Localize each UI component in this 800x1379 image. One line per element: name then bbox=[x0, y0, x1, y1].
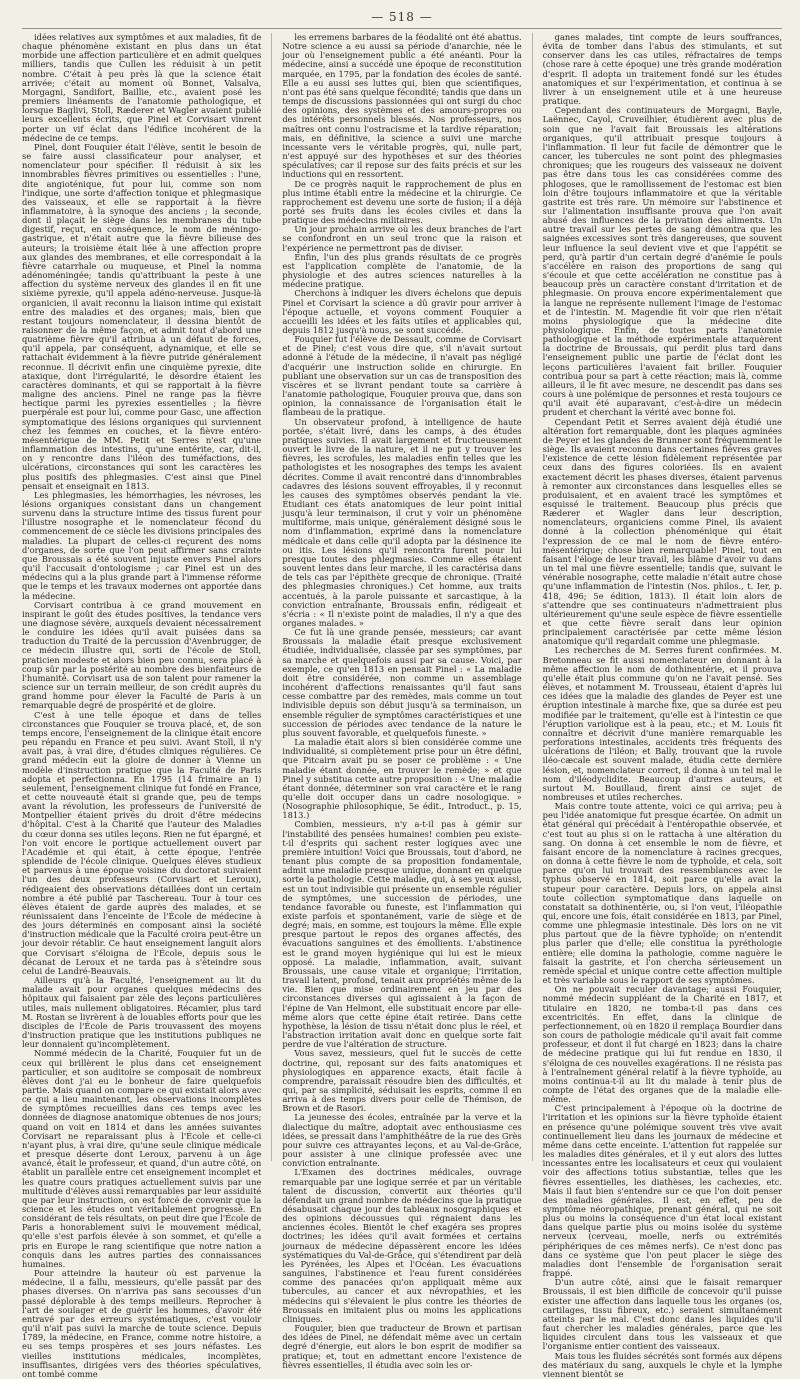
column-middle bbox=[282, 32, 522, 1370]
paragraph: Un jour prochain arrive où les deux branches de l'art se confondront en un seul tronc que la raison et l'expérience ne permettront pas de diviser. bbox=[282, 224, 522, 253]
paragraph: Ce fut là une grande pensée, messieurs; car avant Broussais la maladie était presque exclusivement étudiée, individualisée, classée par ses symptômes, par sa marche et quelquefois aussi par sa cause. Voici, par exemple, ce qu'en 1813 en pensait Pinel : « La maladie doit être considérée, non comme un assemblage incohérent d'affections renaissantes qu'il faut sans cesse combattre par des remèdes, mais comme un tout indivisible depuis son début jusqu'à sa terminaison, un ensemble régulier de symptômes caractéristiques et une succession de périodes avec tendance de la nature le plus souvent favorable, et quelquefois funeste. » bbox=[282, 627, 522, 738]
paragraph: Corvisart contribua à ce grand mouvement en inspirant le goût des études positives, la tendance vers une diagnose sévère, auxquels devaient nécessairement le conduire les idées qu'il avait puisées dans sa traduction du Traité de la percussion d'Avenbrugger, de ce médecin illustre qui, sorti de l'école de Stoll, praticien modeste et alors bien peu connu, sera placé à coup sûr par la postérité au nombre des bienfaiteurs de l'humanité. Corvisart usa de son talent pour ramener la science sur un terrain meilleur, de son crédit auprès du grand homme pour élever la Faculté de Paris à un remarquable degré de prospérité et de gloire. bbox=[22, 599, 262, 711]
page-number: — 518 — bbox=[371, 10, 433, 24]
paragraph: Ailleurs qu'à la Faculté, l'enseignement au lit du malade avait pour organes quelques médecins des hôpitaux qui faisaient par zèle des leçons particulières utiles, mais nullement obligatoires. Récamier, plus tard M. Rostan se livrèrent à de louables efforts pour que les disciples de l'École de Paris trouvassent des moyens d'instruction pratique que les institutions publiques ne leur donnaient qu'incomplètement. bbox=[22, 975, 262, 1050]
paragraph: La jeunesse des écoles, entraînée par la verve et la dialectique du maître, adoptait avec enthousiasme ces idées, se pressait dans l'amphithéâtre de la rue des Grès pour suivre ces attrayantes leçons, et au Val-de-Grâce, pour assister à une clinique professée avec une conviction entraînante. bbox=[282, 1112, 522, 1169]
paragraph: Un observateur profond, à intelligence de haute portée, s'était livré, dans les camps, à des études pratiques suivies. Il avait largement et fructueusement ouvert le livre de la nature, et il ne put y trouver les fièvres, les scrofules, les maladies enfin telles que les pathologistes et les nosographes des temps les avaient décrites. Comme il avait rencontré dans d'innombrables cadavres des lésions souvent effroyables, il y reconnut les causes des symptômes observés pendant la vie. Étudiant ces états anatomiques de leur point initial jusqu'à leur terminaison, il crut y voir un phénomène multiforme, mais unique, généralement désigné sous le nom d'inflammation, exprimé dans la nomenclature médicale et dans celle qu'il adopta par la désinence ite ou itis. Les lésions qu'il rencontra furent pour lui presque toutes des phlegmasies. Comme elles étaient souvent lentes dans leur marche, il les caractérisa dans de tels cas par l'épithète grecque de chronique. (Traité des phlegmasies chroniques.) Cet homme, aux traits accentués, à la parole puissante et sarcastique, à la conviction entraînante, Broussais enfin, rédigeait et s'écria : « Il n'existe point de maladies, il n'y a que des organes malades. » bbox=[282, 416, 522, 628]
paragraph: D'un autre côté, ainsi que le faisait remarquer Broussais, il est bien difficile de concevoir qu'il puisse exister une affection dans laquelle tous les organes (os, cartilages, tissu fibreux, etc.) seraient simultanément atteints par le mal. C'est donc dans les liquides qu'il faut chercher les maladies générales, parce que les liquides circulent dans tous les vaisseaux et que l'organisme entier contient des vaisseaux. bbox=[542, 1277, 782, 1352]
paragraph: idées relatives aux symptômes et aux maladies, fit de chaque phénomène existant en plus dans un état morbide une affection particulière et en admit quelques milliers, tandis que Cullen les réduisit à un petit nombre. C'était à peu près là que la science était arrivée; c'était au moment où Bonnet, Valsalva, Morgagni, Sandifort, Baillie, etc., avaient posé les premiers linéaments de l'anatomie pathologique, et lorsque Baglivi, Stoll, Ræderer et Wagler avaient publié leurs excellents écrits, que Pinel et Corvisart vinrent porter un vif éclat dans l'édifice incohérent de la médecine de ce temps. bbox=[22, 32, 262, 143]
paragraph: Combien, messieurs, n'y a-t-il pas à gémir sur l'instabilité des pensées humaines! combien peu existe-t-il d'esprits qui sachent rester logiques avec une première intuition! Voici que Broussais, tout d'abord, ne tenant plus compte de sa proposition fondamentale, admit une maladie presque unique, donnant en quelque sorte la pathologie. Cette maladie, qui, à ses yeux aussi, est un tout indivisible qui présente un ensemble régulier de symptômes, une succession de périodes, une tendance favorable ou funeste, est l'inflammation qui existe parfois et spontanément, varie de siège et de degré; mais, en somme, est toujours la même. Elle expie presque partout le repos des organes affectés, des évacuations sanguines et des émollients. L'abstinence est le grand moyen hygiénique qui lui est le mieux opposé. La maladie, inflammation, avait, suivant Broussais, une cause vitale et organique; l'irritation, travail latent, profond, tenait aux propriétés même de la vie. Bien que mise ordinairement en jeu par des circonstances diverses qui agissaient à la façon de l'épine de Van Helmont, elle substituait encore par elle-même alors que cette épine était retirée. Dans cette hypothèse, la lésion de tissu n'était donc plus le réel, et l'abstraction irritation avait donc en quelque sorte fait perdre de vue l'altération de structure. bbox=[282, 819, 522, 1050]
paragraph: Pour atteindre la hauteur où est parvenue la médecine, il a fallu, messieurs, qu'elle passât par des phases diverses. On n'arriva pas sans secousses d'un passé déplorable à des temps meilleurs. Reprocher à l'art de soulager et de guérir les hommes, d'avoir été entravé par des erreurs systématiques, c'est vouloir qu'il n'ait pas suivi la marche de toute science. Depuis 1789, la médecine, en France, comme notre histoire, a eu ses temps prospères et ses jours néfastes. Les vieilles institutions médicales, incomplètes, insuffisantes, dirigées vers des théories spéculatives, ont tombé comme bbox=[22, 1268, 262, 1379]
paragraph: Cependant Petit et Serres avaient déjà étudié une altération fort remarquable, dont les plaques agminées de Peyer et les glandes de Brunner sont fréquemment le siège. Ils avaient reconnu dans certaines fièvres graves l'existence de cette lésion fidèlement représentée par ceux dans des figures coloriées. Ils en avaient exactement décrit les phases diverses, étaient parvenus à remonter aux circonstances dans lesquelles elles se produisaient, et en avaient tracé les symptômes et esquissé le traitement. Beaucoup plus précis que Ræderer et Wagler dans leur description, nomenclateurs, organiciens comme Pinel, ils avaient donné à la collection phénoménique qui était l'expression de ce mal le nom de fièvre entéro-mésentérique; chose bien remarquable! Pinel, tout en faisant l'éloge de leur travail, les blâme d'avoir vu dans un tel mal une fièvre essentielle; tandis que, suivant le vénérable nosographe, cette maladie n'était autre chose qu'une inflammation de l'intestin (Nos. philos., t. Ier, p. 418, 496; 5e édition, 1813). Il était loin alors de s'attendre que ses continuateurs n'admettraient plus ultérieurement qu'une seule espèce de fièvre essentielle et que cette fièvre serait dans leur opinion principalement caractérisée par cette même lésion anatomique qu'il regardait comme une phlegmasie. bbox=[542, 416, 782, 647]
paragraph: C'est à une telle époque et dans de telles circonstances que Fouquier se trouva placé, et, de son temps encore, l'enseignement de la clinique était encore peu répandu en France et peu suivi. Avant Stoll, il n'y avait pas, à vrai dire, d'études cliniques régulières. Ce grand médecin eut la gloire de donner à Vienne un modèle d'instruction pratique que la Faculté de Paris adopta et perfectionna. En 1795 (14 frimaire an I) seulement, l'enseignement clinique fut fondé en France, et cette nouveauté était si grande que, peu de temps avant la révolution, les professeurs de l'université de Montpellier étaient privés du droit d'être médecins d'hôpital. C'est à la Charité que l'auteur des Maladies du cœur donna ses utiles leçons. Rien ne fut épargné, et l'on voit encore le portique actuellement ouvert par l'Académie et qui était, à cette époque, l'entrée splendide de l'école clinique. Quelques élèves studieux et parvenus à une époque voisine du doctorat suivaient l'un des deux professeurs (Corvisart et Leroux), rédigeaient des observations détaillées dont un certain nombre a été publié par Taschereau. Tour à tour ces élèves étaient de garde auprès des malades, et se réunissaient dans l'enceinte de l'École de médecine à des jours déterminés en composant ainsi la société d'instruction médicale que la Faculté croira peut-être un jour devoir rétablir. Ce haut enseignement languit alors que Corvisart s'éloigna de l'École, depuis sous le décanat de Leroux et ne tarda pas à s'éteindre sous celui de Landré-Beauvais. bbox=[22, 709, 262, 976]
text-columns bbox=[22, 32, 782, 1379]
paragraph: Mais tous les fluides sécrétés sont formés aux dépens des matériaux du sang, auxquels le chyle et la lymphe viennent bientôt se bbox=[542, 1350, 782, 1379]
paragraph: Vous savez, messieurs, quel fut le succès de cette doctrine, qui, reposant sur des faits anatomiques et physiologiques en apparence exacts, était facile à comprendre, paraissait résoudre bien des difficultés, et qui, par sa simplicité, séduisait les esprits, comme il en arriva à des temps divers pour celle de Thémison, de Brown et de Rasori. bbox=[282, 1048, 522, 1114]
paragraph: Cependant des continuateurs de Morgagni, Bayle, Laënnec, Cayol, Cruveilhier, étudièrent avec plus de soin que ne l'avait fait Broussais les altérations organiques, qu'il attribuait presque toujours à l'inflammation. Il leur fut facile de démontrer que le cancer, les tubercules ne sont point des phlegmasies chroniques; que les rougeurs des vaisseaux ne doivent pas être dans tous les cas considérées comme des phlogoses, que le ramollissement de l'estomac est bien loin d'être toujours inflammatoire et que la véritable gastrite est très rare. Un mémoire sur l'abstinence et sur l'alimentation insuffisante prouva que l'on avait abusé des influences de la privation des aliments. Un autre travail sur les pertes de sang démontra que les saignées excessives sont très dangereuses, que souvent leur influence la seul devient vive et que l'appétit se perd, qu'à partir d'un certain degré d'anémie le pouls s'accélère en raison des proportions de sang qui s'écoule et que cette accélération ne constitue pas à beaucoup près un caractère constant d'irritation et de phlegmasie. On prouva encore expérimentalement que la langue ne représente nullement l'image de l'estomac et de l'intestin. M. Magendie fit voir que rien n'était moins physiologique que la médecine dite physiologique. Enfin, de toutes parts l'anatomie pathologique et la méthode expérimentale attaquèrent la doctrine de Broussais, qui perdit plus tard dans l'enseignement public une partie de l'éclat dont les leçons particulières l'avaient fait briller. Fouquier contribua pour sa part à cette réaction; mais là, comme ailleurs, il le fit avec mesure, ne descendit pas dans ses cours à une polémique de personnes et resta toujours ce qu'il avait été auparavant, c'est-à-dire un médecin prudent et cherchant la vérité avec bonne foi. bbox=[542, 105, 782, 418]
paragraph: ganes malades, tint compte de leurs souffrances, évita de tomber dans l'abus des stimulants, et sut conserver dans les cas utiles, réfractaires de temps (chose rare à cette époque) une très grande modération d'esprit. Il adopta un traitement fondé sur les études anatomiques et sur l'expérimentation, et continua à se livrer à un enseignement utile et à une heureuse pratique. bbox=[542, 32, 782, 107]
paragraph: Nommé médecin de la Charité, Fouquier fut un de ceux qui brillèrent le plus dans cet enseignement particulier, et son auditoire se composait de nombreux élèves dont j'ai eu le bonheur de faire quelquefois partie. Mais quand on compare ce qui existait alors avec ce qui a lieu maintenant, les observations incomplètes de symptômes recueillies dans ces temps avec les données de diagnose anatomique obtenues de nos jours; quand on voit en 1814 et dans les années suivantes Corvisart ne reparaissant plus à l'École et celle-ci n'ayant plus, à vrai dire, qu'une seule clinique médicale et presque déserte dont Leroux, parvenu à un âge avancé, était le professeur, et quand, d'un autre côté, on établit un parallèle entre cet enseignement incomplet et les quatre cours pratiques actuellement suivis par une multitude d'élèves aussi remarquables par leur assiduité que par leur instruction, on est forcé de convenir que la science et les études ont véritablement progressé. En considérant de tels résultats, on peut dire que l'École de Paris a honorablement suivi le mouvement médical, qu'elle s'est parfois élevée à son sommet, et qu'elle a pris en Europe le rang scientifique que notre nation a conquis dans les autres parties des connaissances humaines. bbox=[22, 1048, 262, 1269]
paragraph: Fouquier fut l'élève de Dessault, comme de Corvisart et de Pinel; c'est vous dire que, s'il n'avait surtout adonné à l'étude de la médecine, il n'avait pas négligé d'acquérir une instruction solide en chirurgie. En publiant une observation sur un cas de transposition des viscères et se livrant pendant toute sa carrière à l'anatomie pathologique, Fouquier prouva que, dans son opinion, la connaissance de l'organisation était le flambeau de la pratique. bbox=[282, 334, 522, 418]
column-right bbox=[542, 32, 782, 1379]
paragraph: Les recherches de M. Serres furent confirmées. M. Bretonneau se fit aussi nomenclateur en donnant à la même affection le nom de dothinentérie, et il prouva qu'elle était plus commune qu'on ne l'avait pensé. Ses élèves, et notamment M. Trousseau, étaient d'après lui ces idées que la maladie des glandes de Peyer est une éruption intestinale à marche fixe, que sa durée est peu modifiée par le traitement, qu'elle est à l'intestin ce que l'éruption variolique est à la peau, etc.; et M. Louis fit connaître et décrivit d'une manière remarquable les perforations intestinales, accidents très fréquents des ulcérations de l'iléon; et Bally, trouvant que la ruvole iléo-cæcale est souvent malade, étudia cette dernière lésion, et, nomenclateur correct, il donna à un tel mal le nom d'iléodyclidite. Beaucoup d'autres auteurs, et surtout M. Bouillaud, firent ainsi ce sujet de nombreuses et utiles recherches. bbox=[542, 645, 782, 802]
paragraph: La maladie était alors si bien considérée comme une individualité, si complètement prise pour un être défini, que Pitcairn avait pu se poser ce problème : « Une maladie étant donnée, en trouver le remède; » et que Pinel y substitua cette autre proposition : « Une maladie étant donnée, déterminer son vrai caractère et le rang qu'elle doit occuper dans un cadre nosologique. » (Nosographie philosophique, 5e édit., Introduct., p. 15, 1813.) bbox=[282, 737, 522, 821]
paragraph: Cherchons à indiquer les divers échelons que depuis Pinel et Corvisart la science a dû gravir pour arriver à l'époque actuelle, et voyons comment Fouquier a accueilli les idées et les faits utiles et applicables qui, depuis 1812 jusqu'à nous, se sont succédé. bbox=[282, 288, 522, 335]
column-left bbox=[22, 32, 262, 1379]
paragraph: Les phlegmasies, les hémorrhagies, les névroses, les lésions organiques consistant dans un changement survenu dans la structure intime des tissus furent pour l'illustre nosographe et le nomenclateur fécond du commencement de ce siècle les divisions principales des maladies. La plupart de celles-ci reçurent des noms d'organes, de sorte que l'on peut affirmer sans crainte que Broussais a été souvent injuste envers Pinel alors qu'il l'accusait d'ontologisme ; car Pinel est un des médecins qui a la plus grande part à l'immense réforme que le temps et les travaux modernes ont apportée dans la médecine. bbox=[22, 489, 262, 601]
page-header bbox=[22, 6, 782, 29]
paragraph: On ne pouvait reculer davantage; aussi Fouquier, nommé médecin suppléant de la Charité en 1817, et titulaire en 1820, ne tomba-t-il pas dans ces excentricités. En effet, dans la clinique de perfectionnement, où en 1820 il remplaça Bourdier dans son cours de pathologie médicale qu'il avait fait comme professeur, et dont il fut chargé en 1823; dans la chaire de médecine pratique qui lui fut rendue en 1830, il s'éloigna de ces nouvelles exagérations. Il ne résista pas à l'entraînement général relatif à la fièvre typhoïde, au moins continua-t-il au lit du malade à tenir plus de compte de l'état des organes que de la maladie elle-même. bbox=[542, 984, 782, 1105]
column-divider bbox=[532, 33, 533, 1161]
paragraph: L'Examen des doctrines médicales, ouvrage remarquable par une logique serrée et par un véritable talent de discussion, convertit aux théories qu'il défendait un grand nombre de médecins que la pratique désabusait chaque jour des tableaux nosographiques et des opinions découssues qui régnaient dans les anciennes écoles. Bientôt le chef exagéra ses propres doctrines; les idées qu'il avait formées et certains journaux de médecine dépassèrent encore les idées systématiques du Val-de-Grâce, qui s'étendirent par delà les Pyrénées, les Alpes et l'Océan. Les évacuations sanguines, l'abstinence et l'eau furent considérées comme des panacées qu'on appliquait même aux tubercules, au cancer et aux névropathies, et les médecins qui s'élevaient le plus contre les théories de Broussais en imitaient plus ou moins les applications cliniques. bbox=[282, 1167, 522, 1324]
column-divider bbox=[271, 33, 272, 1161]
paragraph: les erremens barbares de la féodalité ont été abattus. Notre science a eu aussi sa période d'anarchie, née le jour où l'enseignement public a été anéanti. Pour la médecine, ainsi a succédé une époque de reconstitution marquée, en 1795, par la fondation des écoles de santé. Elle a eu aussi ses luttes qui, bien que scientifiques, n'ont pas été sans quelque fécondité; tandis que dans un temps de discussions passionnées qui ont surgi du choc des opinions, des systèmes et des amours-propres ou des intérêts personnels blessés. Nos professeurs, nos maîtres ont connu l'ostracisme et la tardive réparation; mais, en définitive, la science a suivi une marche incessante vers le véritable progrès, qui, nulle part, n'est appuyé sur des hypothèses et sur des théories spéculatives; car il repose sur des faits précis et sur les inductions qui en ressortent. bbox=[282, 32, 522, 180]
paragraph: Pinel, dont Fouquier était l'élève, sentit le besoin de se faire aussi classificateur pour analyser, et nomenclateur pour spécifier. Il réduisit à six les innombrables fièvres primitives ou essentielles : l'une, dite angioténique, fut pour lui, comme son nom l'indique, une sorte d'affection tonique et phlegmasique des vaisseaux, et elle se rapportait à la fièvre inflammatoire, à la synoque des anciens ; la seconde, dont il plaçait le siège dans les membranes du tube digestif, reçut, en conséquence, le nom de méningo-gastrique, et n'était autre que la fièvre bilieuse des auteurs; la troisième était liée à une affection propre aux glandes des membranes, et elle correspondait à la fièvre catarrhale ou muqueuse, et Pinel la nomma adénoméningée; tandis qu'attribuant la peste à une affection du système nerveux des glandes il en fit une sixième pyrexie, qu'il appela adéno-nerveuse. Jusque-là organicien, il avait reconnu la liaison intime qui existait entre des maladies et des organes; mais, bien que restant toujours nomenclateur, il dessina bientôt de raisonner de la même façon, et admit tout d'abord une quatrième fièvre qu'il attribua à un défaut de forces, qu'il appela, par conséquent, adynamique, et elle se rattachait évidemment à la fièvre putride généralement reconnue. Il décrivit enfin une cinquième pyrexie, dite ataxique, dont l'irrégularité, le désordre étaient les caractères dominants, et qui se rapportait à la fièvre maligne des anciens. Pinel ne range pas la fièvre hectique parmi les pyrexies essentielles ; la fièvre puerpérale est pour lui, comme pour Gasc, une affection symptomatique des lésions organiques qui surviennent chez les femmes en couches, et la fièvre entéro-mésentérique de MM. Petit et Serres n'est qu'une inflammation des intestins, qu'une entérite, car, dit-il, on y rencontre dans l'iléon des tuméfactions, des ulcérations, circonstances qui sont les caractères les plus positifs des phlegmasies. C'est ainsi que Pinel pensait et enseignait en 1813. bbox=[22, 141, 262, 491]
paragraph: Fouquier, bien que traducteur de Brown et partisan des idées de Pinel, ne défendait même avec un certain degré d'énergie, eut alors le bon esprit de modifier sa pratique; et, tout en admettant encore l'existence de fièvres essentielles, il étudia avec soin les or- bbox=[282, 1323, 522, 1370]
paragraph: Enfin, l'un des plus grands résultats de ce progrès est l'application complète de l'anatomie, de la physiologie et des autres sciences naturelles à la médecine pratique. bbox=[282, 251, 522, 290]
paragraph: De ce progrès naquit le rapprochement de plus en plus intime établi entre la médecine et la chirurgie. Ce rapprochement est devenu une sorte de fusion; il a déjà porté ses fruits dans les écoles civiles et dans la pratique des médecins militaires. bbox=[282, 178, 522, 226]
paragraph: Mais contre toute attente, voici ce qui arriva; peu à peu l'idée anatomique fut presque écartée. On admit un état général qui précédait à l'entéropathie observée, et c'est tout au plus si on le rattacha à une altération du sang. On donna à cet ensemble le nom de fièvre, et faisant encore de la nomenclature à racines grecques, on donna à cette fièvre le nom de typhoïde, et cela, soit parce qu'on lui trouvait des ressemblances avec le typhus observé en 1814, soit parce qu'elle avait la stupeur pour caractère. Depuis lors, on appela ainsi toute collection symptomatique dans laquelle on constatait sa dothinentérie, ou, si l'on veut, l'iléopathie qui, encore une fois, était considérée en 1813, par Pinel, comme une phlegmasie intestinale. Dès lors on ne vit plus partout que de la fièvre typhoïde; on n'entendit plus parler que d'elle; elle constitua la pyréthologie entière; elle domina la pathologie, comme naguère le faisait la gastrite, et l'on chercha sérieusement un remède spécial et unique contre cette affection multiple et très variable sous le rapport de ses symptômes. bbox=[542, 801, 782, 986]
paragraph: C'est principalement à l'époque où la doctrine de l'irritation et les opinions sur la fièvre typhoïde étaient en présence qu'une polémique souvent très vive avait continuellement lieu dans les journaux de médecine et même dans cette enceinte. L'attention fut rappelée sur les maladies dites générales, et il y eut alors des luttes incessantes entre les localisateurs et ceux qui voulaient voir des affections totius substantiæ, telles que les fièvres essentielles, les diathèses, les cachexies, etc. Mais il faut bien s'entendre sur ce que l'on doit penser des maladies générales. Il est, en effet, peu de symptôme néoropathique, prenant général, qui ne soit plus ou moins la conséquence d'un état local existant dans quelque partie plus ou moins isolée du système nerveux (cerveau, moelle, nerfs ou extrémités périphériques de ces mêmes nerfs). Ce n'est donc pas dans ce système que l'on peut placer le siège des maladies dont l'ensemble de l'organisation serait frappé. bbox=[542, 1103, 782, 1279]
